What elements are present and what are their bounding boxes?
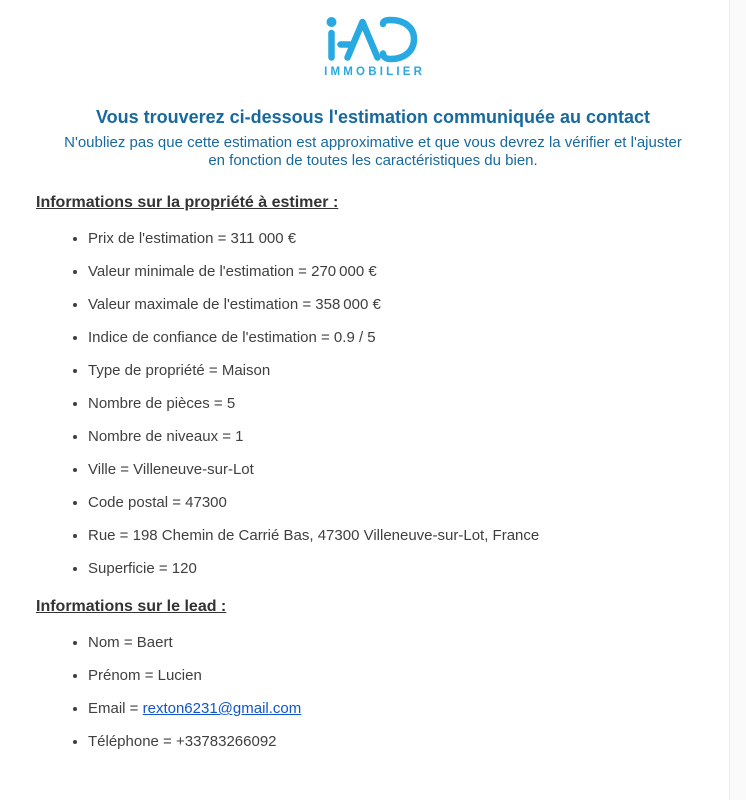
viewport-gutter	[729, 0, 746, 800]
brand-subtitle: IMMOBILIER	[324, 66, 426, 78]
property-section	[36, 194, 710, 579]
section-heading-property: Informations sur la propriété à estimer :	[36, 194, 339, 211]
property-list-item: • Prix de l'estimation = 311 000 €	[88, 229, 710, 249]
property-list-item: • Nombre de pièces = 5	[88, 394, 710, 414]
property-list	[36, 229, 710, 579]
lead-section	[36, 598, 710, 752]
page-subtitle	[0, 134, 746, 170]
brand-header	[0, 0, 746, 78]
lead-list-item: • Prénom = Lucien	[88, 666, 710, 686]
property-list-item: • Ville = Villeneuve-sur-Lot	[88, 460, 710, 480]
property-list-item: • Rue = 198 Chemin de Carrié Bas, 47300 Villeneuve-sur-Lot, France	[88, 526, 710, 546]
property-list-item: • Valeur maximale de l'estimation = 358 000 €	[88, 295, 710, 315]
property-list-item: • Code postal = 47300	[88, 493, 710, 513]
property-list-item: • Type de propriété = Maison	[88, 361, 710, 381]
page-subtitle-line-2: en fonction de toutes les caractéristiques du bien.	[208, 152, 538, 169]
iad-logo-icon	[323, 16, 423, 63]
page-subtitle-line-1: N'oubliez pas que cette estimation est approximative et que vous devrez la vérifier et l'ajuster	[64, 134, 682, 151]
email-link[interactable]: rexton6231@gmail.com	[142, 700, 302, 717]
property-list-item: • Nombre de niveaux = 1	[88, 427, 710, 447]
lead-list	[36, 633, 710, 752]
lead-list-item-email	[88, 699, 710, 719]
email-label: Email =	[88, 700, 143, 717]
page-title: Vous trouverez ci-dessous l'estimation communiquée au contact	[95, 107, 651, 127]
property-list-item: • Superficie = 120	[88, 559, 710, 579]
lead-list-item: • Nom = Baert	[88, 633, 710, 653]
property-list-item: • Valeur minimale de l'estimation = 270 000 €	[88, 262, 710, 282]
property-list-item: • Indice de confiance de l'estimation = 0.9 / 5	[88, 328, 710, 348]
lead-list-item: • Téléphone = +33783266092	[88, 732, 710, 752]
section-heading-lead: Informations sur le lead :	[36, 598, 227, 615]
